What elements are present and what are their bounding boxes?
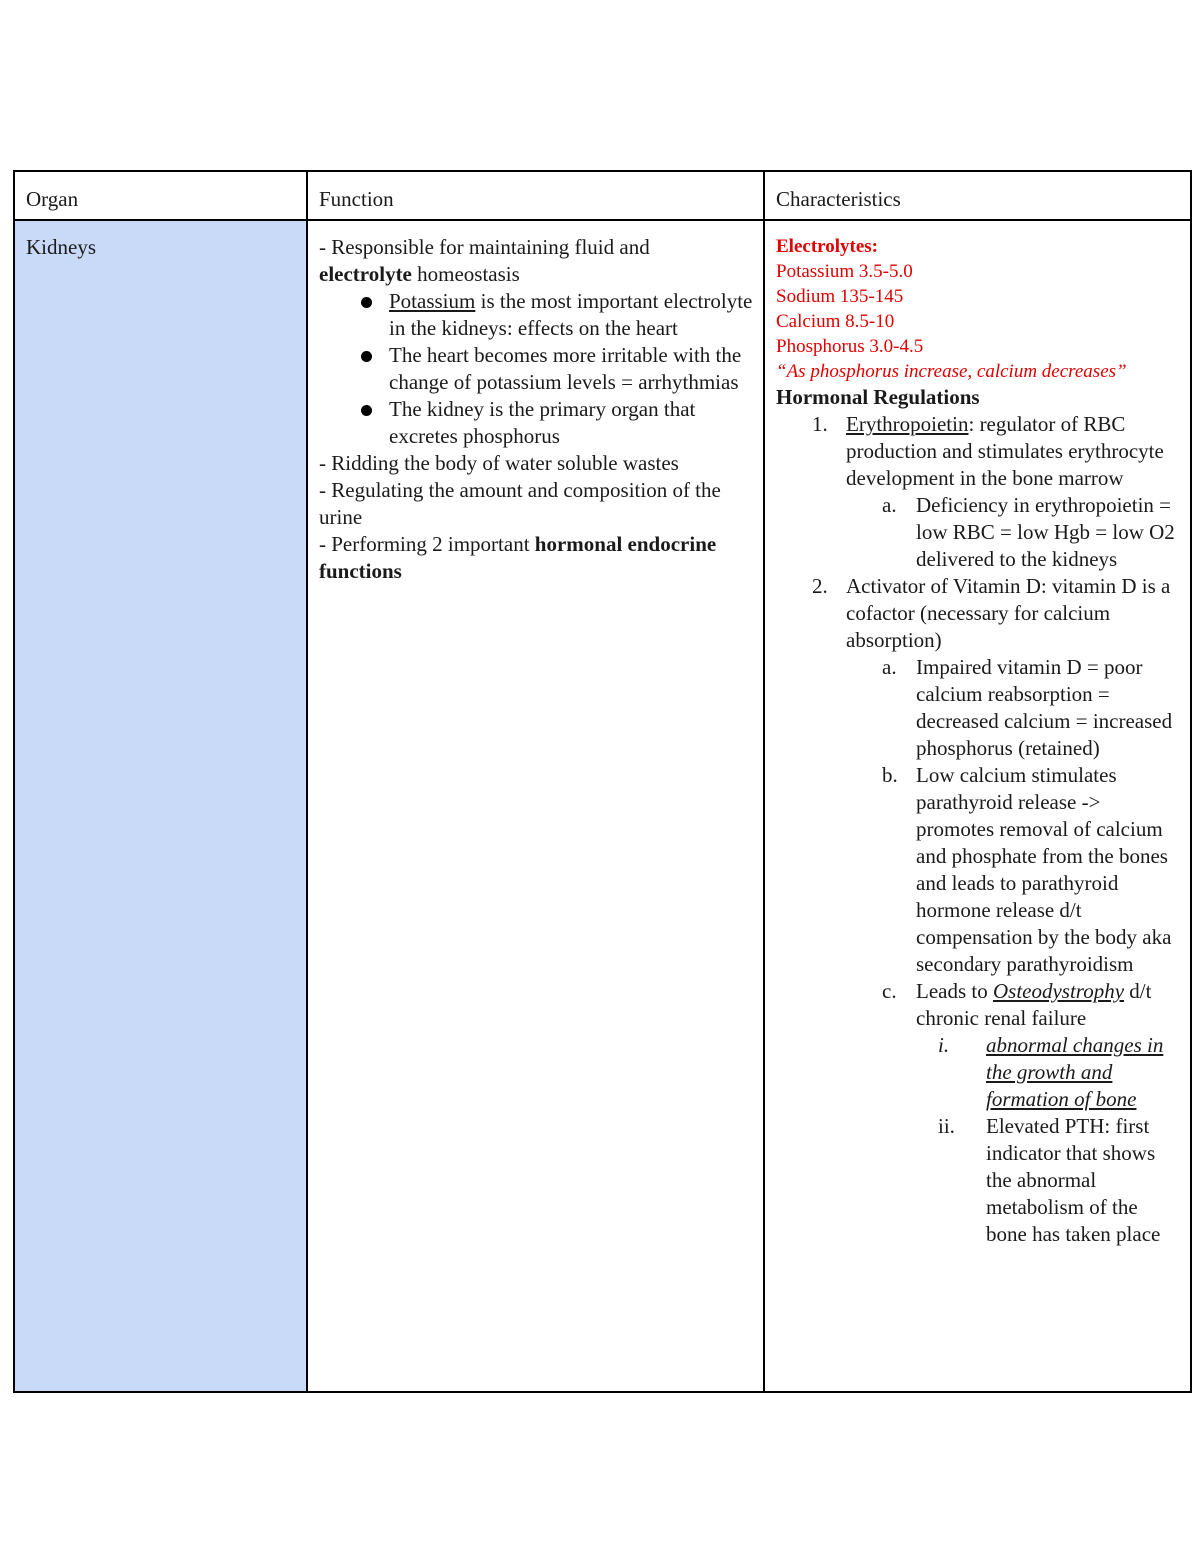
function-cell: [307, 220, 764, 1392]
item-text: Leads to: [916, 979, 993, 1003]
list-item: [776, 573, 1182, 1248]
item-text: d/t chronic renal failure: [916, 979, 1152, 1030]
hormonal-title: Hormonal Regulations: [776, 385, 980, 409]
sub-list: [846, 492, 1182, 573]
roman-list: [916, 1032, 1182, 1248]
underlined-term: abnormal changes in the growth and formation of bone: [986, 1033, 1164, 1111]
underlined-term: Erythropoietin: [846, 412, 969, 436]
function-line-3: - Regulating the amount and composition of the urine: [319, 478, 721, 529]
list-item: [846, 492, 1182, 573]
bullet-icon: [361, 297, 372, 308]
list-item: [916, 1032, 1182, 1113]
list-item: [846, 654, 1182, 762]
function-line-2: - Ridding the body of water soluble wastes: [319, 451, 679, 475]
function-text: - Responsible for maintaining fluid and: [319, 235, 650, 259]
item-text: : regulator of RBC production and stimulates erythrocyte development in the bone marrow: [846, 412, 1164, 490]
list-item: [361, 342, 755, 396]
function-bold-term: hormonal endocrine functions: [319, 532, 717, 583]
list-letter: a.: [882, 655, 897, 679]
electrolyte-value: Potassium 3.5-5.0: [776, 261, 913, 282]
underlined-term: Osteodystrophy: [992, 979, 1125, 1003]
electrolytes-block: [776, 234, 1182, 384]
list-letter: a.: [882, 493, 897, 517]
function-line-1: [319, 235, 650, 286]
electrolyte-value: Sodium 135-145: [776, 286, 904, 307]
bullet-text: The kidney is the primary organ that excretes phosphorus: [389, 397, 696, 448]
list-item: [846, 762, 1182, 978]
list-item: [361, 396, 755, 450]
table-row: [14, 220, 1191, 1392]
function-text: homeostasis: [411, 262, 520, 286]
header-organ: Organ: [14, 171, 307, 220]
header-characteristics: Characteristics: [764, 171, 1191, 220]
list-item: [916, 1113, 1182, 1248]
electrolyte-quote: “As phosphorus increase, calcium decreases”: [776, 361, 1127, 382]
item-text: Deficiency in erythropoietin = low RBC = low Hgb = low O2 delivered to the kidneys: [916, 493, 1175, 571]
organ-cell: Kidneys: [14, 220, 307, 1392]
sub-list: [846, 654, 1182, 1248]
list-item: [776, 411, 1182, 573]
electrolyte-value: Calcium 8.5-10: [776, 311, 895, 332]
function-bold-term: electrolyte: [319, 262, 412, 286]
bullet-icon: [361, 405, 372, 416]
list-number: 1.: [812, 412, 828, 436]
underlined-term: Potassium: [389, 289, 476, 313]
list-item: [846, 978, 1182, 1248]
function-bullet-list: [319, 288, 755, 450]
bullet-text: is the most important electrolyte in the kidneys: effects on the heart: [389, 289, 753, 340]
item-text: Activator of Vitamin D: vitamin D is a cofactor (necessary for calcium absorption): [846, 574, 1171, 652]
list-item: [361, 288, 755, 342]
item-text: Impaired vitamin D = poor calcium reabsorption = decreased calcium = increased phosphorus (retained): [916, 655, 1173, 760]
electrolytes-title: Electrolytes:: [776, 236, 878, 257]
bullet-text: The heart becomes more irritable with the change of potassium levels = arrhythmias: [389, 343, 742, 394]
item-text: Elevated PTH: first indicator that shows the abnormal metabolism of the bone has taken place: [986, 1114, 1161, 1246]
electrolyte-value: Phosphorus 3.0-4.5: [776, 336, 924, 357]
list-letter: b.: [882, 763, 898, 787]
function-line-4: [319, 531, 755, 585]
list-number: 2.: [812, 574, 828, 598]
list-roman: ii.: [938, 1114, 955, 1138]
list-letter: c.: [882, 979, 897, 1003]
item-text: Low calcium stimulates parathyroid release -> promotes removal of calcium and phosphate from the bones and leads to parathyroid hormone release d/t compensation by the body aka secondary parathyroidism: [916, 763, 1172, 976]
function-text: - Performing 2 important: [319, 532, 535, 556]
notes-table: [13, 170, 1192, 1393]
hormonal-list: [776, 411, 1182, 1248]
table-header-row: [14, 171, 1191, 220]
bullet-icon: [361, 351, 372, 362]
list-roman: i.: [938, 1033, 950, 1057]
characteristics-cell: [764, 220, 1191, 1392]
header-function: Function: [307, 171, 764, 220]
